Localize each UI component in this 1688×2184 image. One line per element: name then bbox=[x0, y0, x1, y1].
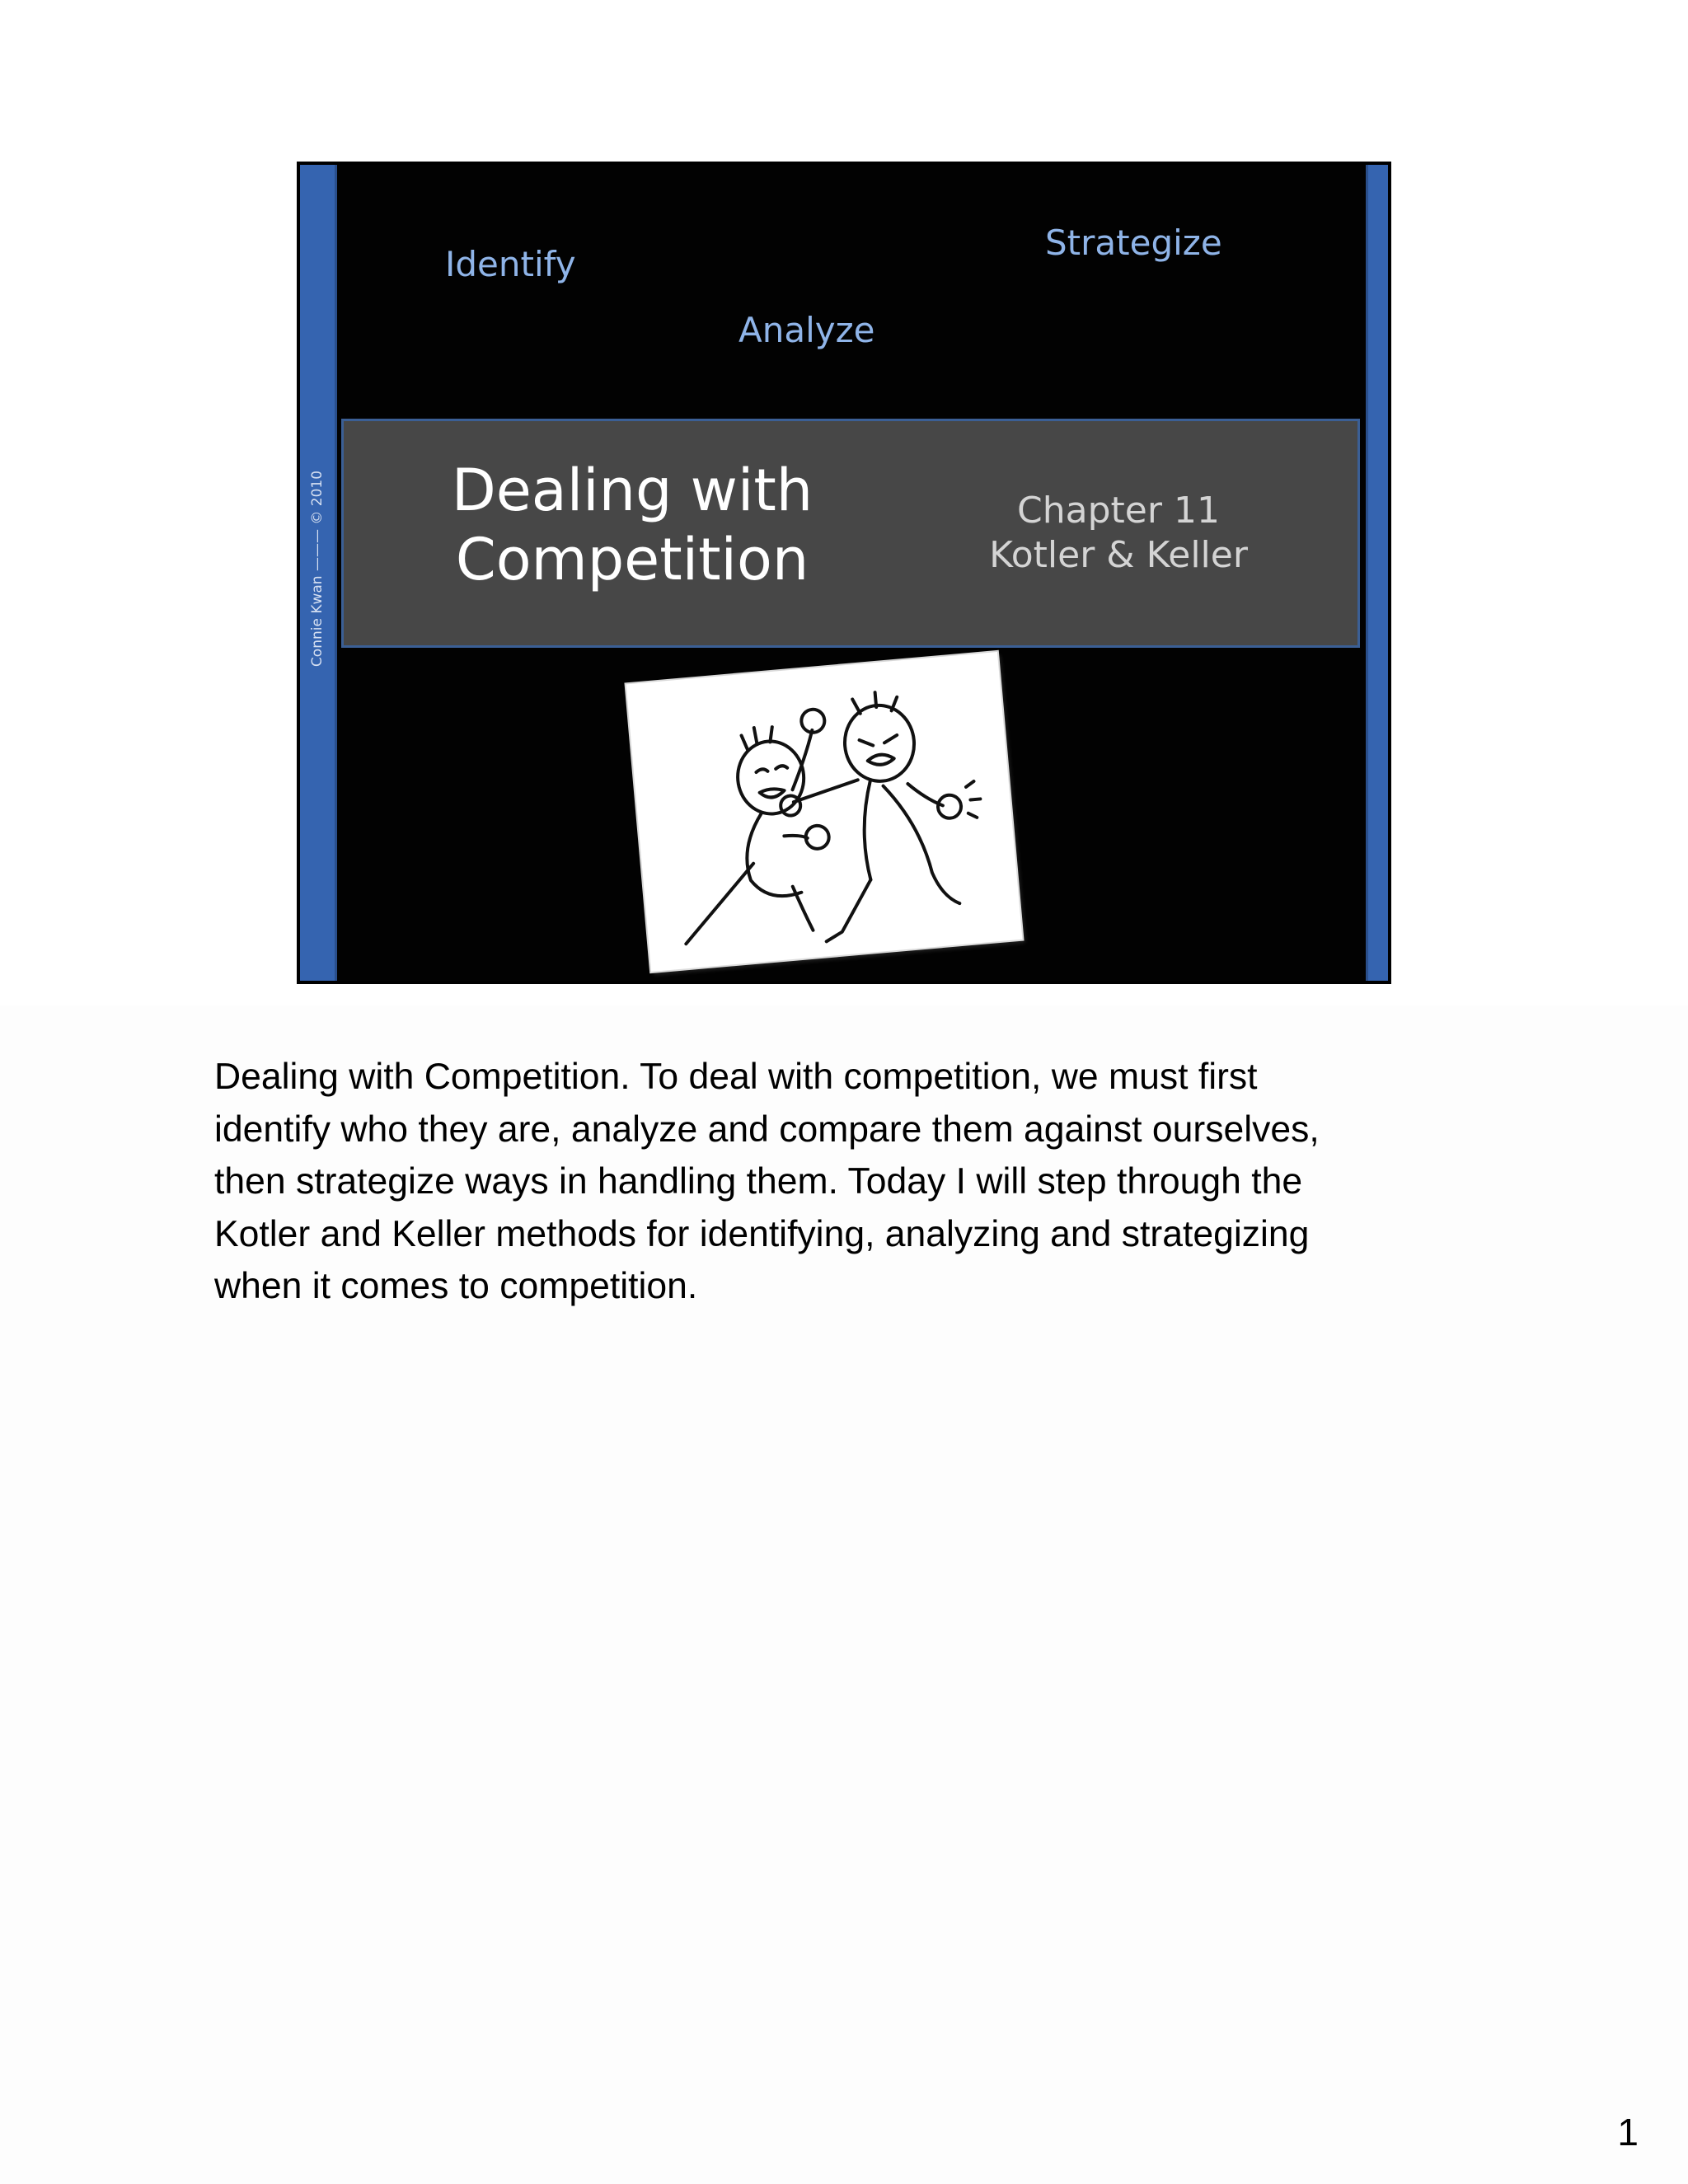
keyword-strategize: Strategize bbox=[1045, 223, 1222, 263]
notes-line-2: identify who they are, analyze and compare them against ourselves, bbox=[214, 1108, 1320, 1150]
title-band bbox=[341, 419, 1360, 648]
slide-subtitle-line-1: Chapter 11 bbox=[1017, 490, 1220, 532]
slide-title-line-1: Dealing with bbox=[451, 457, 814, 524]
slide-title-line-2: Competition bbox=[455, 526, 809, 593]
notes-line-1: Dealing with Competition. To deal with competition, we must first bbox=[214, 1057, 1258, 1097]
slide-subtitle bbox=[945, 489, 1292, 578]
notes-line-4: Kotler and Keller methods for identifying, analyzing and strategizing bbox=[214, 1213, 1310, 1254]
fighting-cartoon-image bbox=[626, 652, 1023, 972]
keyword-analyze: Analyze bbox=[738, 310, 875, 350]
notes-line-3: then strategize ways in handling them. Today I will step through the bbox=[214, 1161, 1303, 1202]
speaker-notes bbox=[214, 1051, 1451, 1313]
slide-thumbnail bbox=[297, 162, 1391, 984]
author-credit bbox=[305, 470, 330, 668]
page-number: 1 bbox=[1617, 2111, 1639, 2154]
right-accent-bar bbox=[1366, 165, 1388, 981]
notes-line-5: when it comes to competition. bbox=[214, 1266, 698, 1306]
keyword-identify: Identify bbox=[445, 244, 576, 284]
slide-subtitle-line-2: Kotler & Keller bbox=[989, 534, 1248, 576]
author-credit-text: Connie Kwan ——— © 2010 bbox=[309, 470, 326, 668]
slide-title bbox=[426, 456, 838, 594]
fighting-cartoon-drawing bbox=[626, 652, 1023, 972]
